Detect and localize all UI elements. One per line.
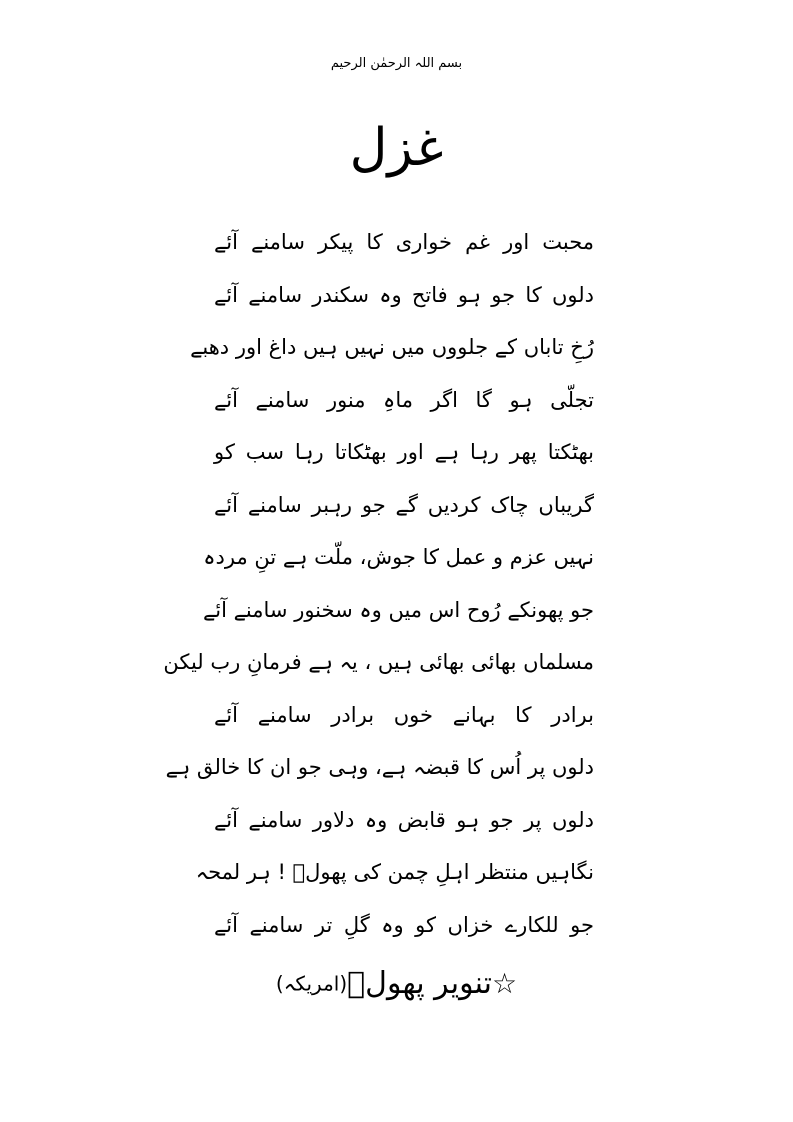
verse-line: دلوں پر جو ہو قابض وہ دلاور سامنے آئے — [214, 807, 594, 832]
verse-line: مسلماں بھائی بھائی ہیں ، یہ ہے فرمانِ رب لیکن — [163, 650, 594, 674]
star-icon: ☆ — [491, 967, 518, 1000]
verse-line: بھٹکتا پھر رہا ہے اور بھٹکاتا رہا سب کو — [214, 440, 594, 464]
verse-line: دلوں پر اُس کا قبضہ ہے، وہی جو ان کا خالق ہے — [165, 755, 594, 779]
verse-line: برادر کا بہانے خوں برادر سامنے آئے — [214, 702, 594, 727]
verse-line: جو پھونکے رُوح اس میں وہ سخنور سامنے آئے — [202, 597, 594, 622]
poem-title: غزل — [349, 118, 444, 178]
verse-line: گریباں چاک کردیں گے جو رہبر سامنے آئے — [214, 492, 594, 517]
author-name: تنویر پھولؔ — [347, 966, 492, 1001]
verse-line: جو للکارے خزاں کو وہ گلِ تر سامنے آئے — [214, 912, 594, 937]
verse-line: نگاہیں منتظر اہلِ چمن کی پھولؔ ! ہر لمحہ — [195, 860, 594, 884]
verse-line: تجلّی ہو گا اگر ماہِ منور سامنے آئے — [214, 387, 594, 412]
verse-line: دلوں کا جو ہو فاتح وہ سکندر سامنے آئے — [214, 282, 594, 307]
poem-verses — [163, 216, 594, 951]
author-location: (امریکہ) — [275, 971, 348, 996]
author-signature — [0, 966, 793, 1001]
verse-line: رُخِ تاباں کے جلووں میں نہیں ہیں داغ اور دھبے — [190, 335, 594, 359]
verse-line: نہیں عزم و عمل کا جوش، ملّت ہے تنِ مردہ — [203, 545, 594, 569]
bismillah-header: بسم اللہ الرحمٰن الرحیم — [330, 56, 463, 71]
verse-line: محبت اور غم خواری کا پیکر سامنے آئے — [214, 230, 594, 254]
